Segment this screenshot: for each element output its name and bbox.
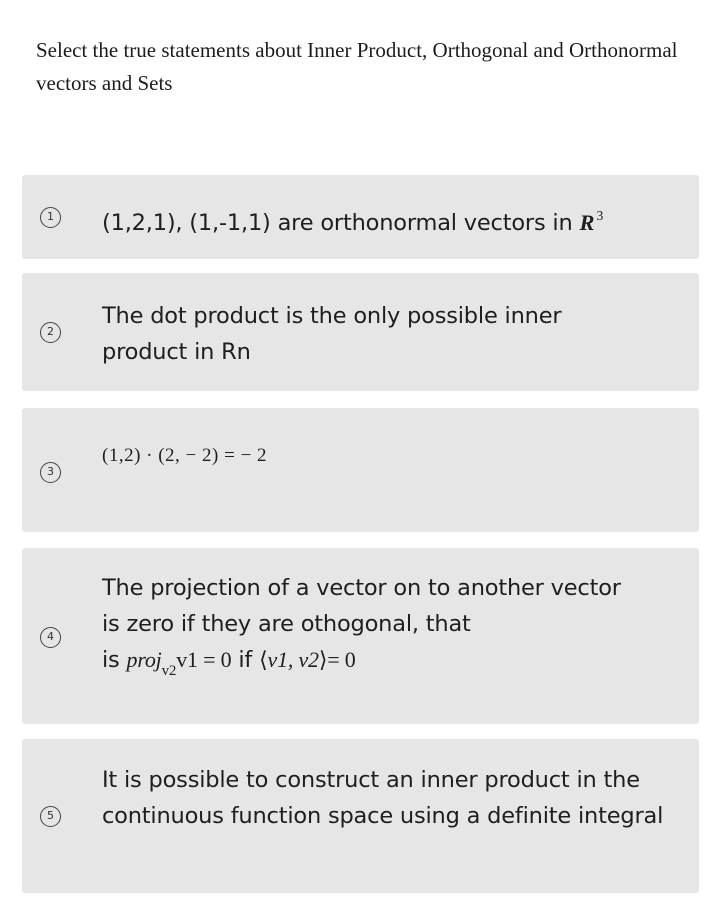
option-1[interactable] (22, 175, 699, 259)
proj-subscript: v2 (161, 663, 177, 679)
option-1-math-var: R (579, 210, 595, 235)
option-1-math-sup: 3 (596, 209, 604, 224)
proj-rest: v1 = 0 (176, 647, 232, 672)
option-2[interactable] (22, 273, 699, 391)
option-4-if-label: if (231, 647, 260, 673)
option-4-is-label: is (102, 647, 127, 673)
option-text (102, 199, 681, 241)
question-text: Select the true statements about Inner Product, Orthogonal and Orthonormal vectors and Sets (36, 38, 678, 95)
option-4-formula (102, 642, 632, 689)
inner-args-text: v1, v2 (267, 647, 319, 672)
option-3[interactable] (22, 408, 699, 532)
option-text (102, 570, 632, 689)
option-number-badge: 2 (40, 322, 61, 343)
proj-word (127, 647, 162, 672)
inner-product-rest: = 0 (327, 647, 356, 672)
option-text: It is possible to construct an inner product in the continuous function space using a definite integral (102, 767, 664, 829)
option-number-badge: 3 (40, 462, 61, 483)
option-5[interactable] (22, 739, 699, 893)
angle-bracket-right: ⟩ (318, 648, 328, 673)
option-1-text-prefix: (1,2,1), (1,-1,1) are orthonormal vectors in (102, 210, 580, 236)
proj-word-text: proj (126, 647, 162, 672)
inner-product-args (268, 647, 319, 672)
option-4-text: The projection of a vector on to another vector is zero if they are othogonal, that (102, 575, 621, 637)
option-number-badge: 5 (40, 806, 61, 827)
option-number-badge: 4 (40, 627, 61, 648)
option-4[interactable] (22, 548, 699, 724)
angle-bracket-left: ⟨ (259, 648, 268, 673)
option-equation: (1,2) · (2, − 2) = − 2 (102, 445, 268, 466)
option-number-badge: 1 (40, 207, 61, 228)
option-text: The dot product is the only possible inner product in Rn (102, 303, 562, 365)
